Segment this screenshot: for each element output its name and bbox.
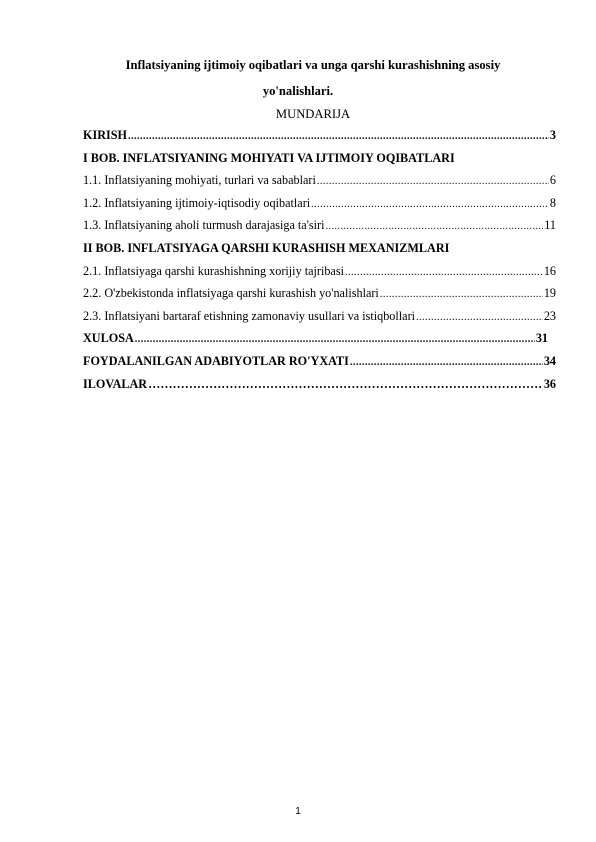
toc-entry-2-3 (83, 309, 556, 332)
toc-entry-label: 1.3. Inflatsiyaning aholi turmush darajasiga ta'siri (83, 218, 325, 233)
toc-entry-page: 3 (549, 128, 556, 142)
toc-entry-label: I BOB. INFLATSIYANING MOHIYATI VA IJTIMOIY OQIBATLARI (83, 150, 455, 165)
document-title-line-2: yo'nalishlari. (262, 84, 334, 98)
toc-entry-page: 16 (543, 263, 556, 278)
toc-entry-1-2 (83, 196, 556, 219)
table-of-contents (83, 128, 556, 399)
toc-entry-1-1 (83, 173, 556, 196)
toc-entry-page: 36 (543, 376, 556, 391)
page-number: 1 (295, 806, 301, 817)
toc-leader-dots (345, 267, 543, 278)
toc-entry-label: 2.3. Inflatsiyani bartaraf etishning zamonaviy usullari va istiqbollari (83, 308, 416, 323)
toc-entry-2-1 (83, 264, 556, 287)
toc-entry-page: 6 (549, 173, 556, 188)
toc-leader-dots (416, 312, 543, 323)
toc-entry-label: 1.2. Inflatsiyaning ijtimoiy-iqtisodiy oqibatlari (83, 195, 311, 210)
toc-entry-kirish (83, 128, 556, 151)
toc-leader-dots (128, 131, 549, 142)
toc-leader-dots (148, 377, 543, 392)
toc-leader-dots (350, 357, 543, 368)
toc-entry-label: KIRISH (83, 128, 128, 142)
toc-entry-appendices (83, 377, 556, 400)
toc-entry-page: 19 (543, 286, 556, 301)
toc-leader-dots (380, 289, 543, 300)
toc-entry-xulosa (83, 331, 548, 354)
toc-entry-page: 31 (535, 331, 548, 346)
toc-entry-1-3 (83, 218, 556, 241)
toc-entry-label: XULOSA (83, 331, 134, 346)
toc-leader-dots (311, 199, 549, 210)
toc-leader-dots (135, 334, 535, 345)
toc-entry-label: II BOB. INFLATSIYAGA QARSHI KURASHISH MEXANIZMLARI (83, 240, 450, 255)
toc-entry-label: ILOVALAR (83, 376, 148, 391)
document-title-line-1: Inflatsiyaning ijtimoiy oqibatlari va unga qarshi kurashishning asosiy (125, 58, 501, 72)
toc-entry-label: 2.1. Inflatsiyaga qarshi kurashishning xorijiy tajribasi (83, 263, 344, 278)
toc-entry-references (83, 354, 556, 377)
toc-entry-page: 11 (544, 218, 556, 233)
toc-entry-page: 8 (549, 195, 556, 210)
toc-entry-chapter-2 (83, 241, 556, 264)
toc-entry-label: FOYDALANILGAN ADABIYOTLAR RO'YXATI (83, 353, 349, 368)
toc-leader-dots (326, 221, 544, 232)
toc-entry-2-2 (83, 286, 556, 309)
toc-entry-chapter-1 (83, 151, 556, 174)
toc-leader-dots (317, 176, 549, 187)
toc-entry-page: 34 (543, 353, 556, 368)
toc-entry-label: 2.2. O'zbekistonda inflatsiyaga qarshi kurashish yo'nalishlari (83, 286, 379, 301)
toc-entry-page: 23 (543, 308, 556, 323)
toc-entry-label: 1.1. Inflatsiyaning mohiyati, turlari va sabablari (83, 173, 316, 188)
toc-heading: MUNDARIJA (275, 107, 351, 121)
